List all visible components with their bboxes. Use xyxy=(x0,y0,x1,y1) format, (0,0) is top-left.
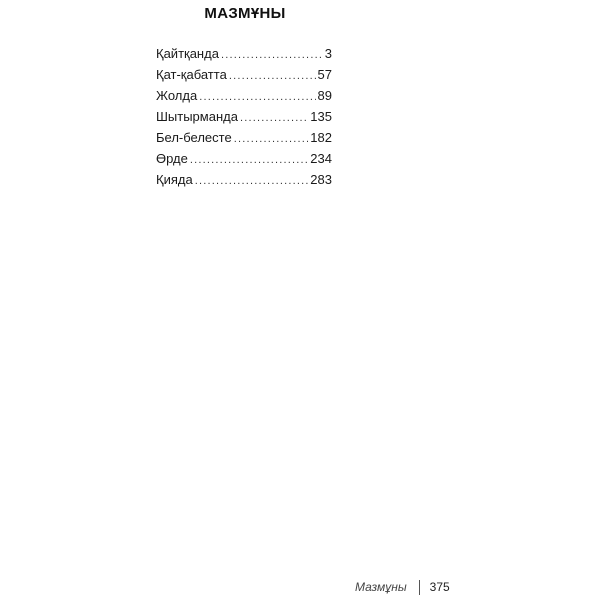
toc-entry-page: 234 xyxy=(310,151,332,166)
toc-entry xyxy=(156,43,332,64)
toc-entry xyxy=(156,148,332,169)
toc-entry-title: Жолда xyxy=(156,88,198,103)
toc-entry-title: Шытырманда xyxy=(156,109,238,124)
toc-entry-title: Қат-қабатта xyxy=(156,67,227,82)
dot-leader xyxy=(195,171,309,192)
toc-entry-title: Бел-белесте xyxy=(156,130,232,145)
page-title: МАЗМҰНЫ xyxy=(204,5,286,22)
toc-entry-page: 135 xyxy=(310,109,332,124)
footer-section-title: Мазмұны xyxy=(355,580,407,594)
toc-entry-page: 89 xyxy=(317,88,332,103)
toc-entry-title: Қайтқанда xyxy=(156,46,219,61)
toc-entry xyxy=(156,127,332,148)
dot-leader xyxy=(221,45,323,66)
running-footer xyxy=(355,578,450,596)
toc-entry-title: Қияда xyxy=(156,172,193,187)
dot-leader xyxy=(229,66,316,87)
page-number: 375 xyxy=(429,580,450,594)
footer-divider xyxy=(419,580,420,595)
toc-entry-title: Өрде xyxy=(156,151,188,166)
dot-leader xyxy=(190,150,308,171)
toc-entry xyxy=(156,169,332,190)
toc-entry xyxy=(156,106,332,127)
dot-leader xyxy=(234,129,309,150)
dot-leader xyxy=(199,87,315,108)
toc-entry-page: 57 xyxy=(317,67,332,82)
toc-entry xyxy=(156,85,332,106)
table-of-contents xyxy=(156,43,332,190)
dot-leader xyxy=(240,108,308,129)
toc-entry-page: 3 xyxy=(324,46,332,61)
toc-entry-page: 182 xyxy=(310,130,332,145)
toc-entry xyxy=(156,64,332,85)
toc-entry-page: 283 xyxy=(310,172,332,187)
